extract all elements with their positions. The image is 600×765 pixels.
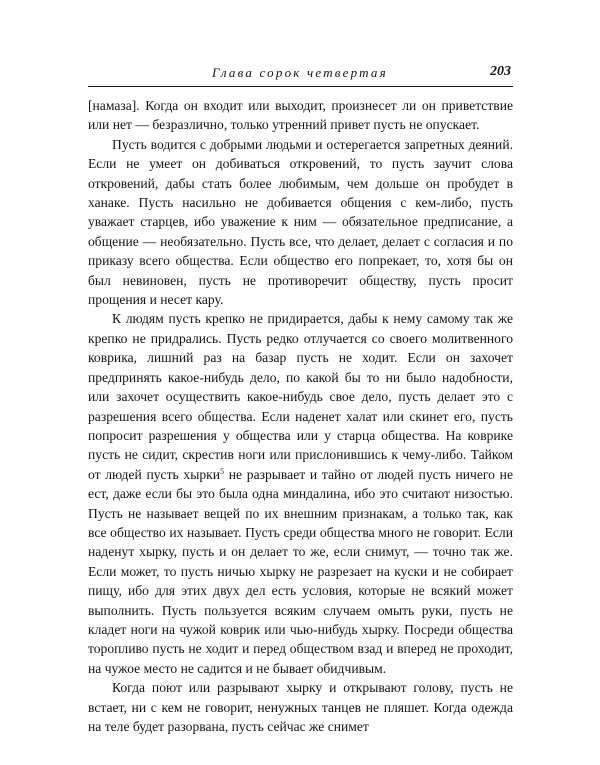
footnote-reference: 5 (220, 466, 225, 476)
paragraph-4: Когда поют или разрывают хырку и открывают голову, пусть не встает, ни с кем не говорит, ненужных танцев не пляшет. Когда одежда на теле будет разорвана, пусть сейчас же снимет (88, 680, 513, 734)
paragraph-3 (88, 309, 513, 678)
body-text (88, 96, 513, 736)
chapter-title: Глава сорок четвертая (212, 65, 388, 80)
paragraph-1: [намаза]. Когда он входит или выходит, произнесет ли он приветствие или нет — безразлично, только утренний привет пусть не опускает. (88, 98, 513, 133)
paragraph-3-text-end: не разрывает и тайно от людей пусть ничего не ест, даже если бы это была одна миндалина, ибо это считают низостью. Пусть не называет вещей по их внешним признакам, а только так, как все общество их называет. Пусть среди общества много не говорит. Если наденут хырку, пусть и он делает то же, если снимут, — точно так же. Если может, то пусть ничью хырку не разрезает на куски и не собирает пищу, ибо для этих двух дел есть условия, которые не всякий может выполнить. Пусть пользуется всяким случаем омыть руки, пусть не кладет ноги на чужой коврик или чью-нибудь хырку. Посреди общества торопливо пусть не ходит и перед обществом взад и вперед не проходит, на чужое место не садится и не бывает обидчивым. (88, 466, 513, 676)
paragraph-3-text-start: К людям пусть крепко не придирается, дабы к нему самому так же крепко не придрались. Пусть редко отлучается со своего молитвенного коврика, лишний раз на базар пусть не ходит. Если он захочет предпринять какое-нибудь дело, по какой бы то ни было надобности, или захочет осуществить какое-нибудь свое дело, пусть делает это с разрешения всего общества. Если наденет халат или скинет его, пусть попросит разрешения у общества или у старца общества. На коврике пусть не сидит, скрестив ноги или прислонившись к чему-либо. Тайком от людей пусть хырки (88, 311, 513, 482)
paragraph-2: Пусть водится с добрыми людьми и остерегается запретных деяний. Если не умеет он добиваться откровений, то пусть заучит слова откровений, дабы стать более любимым, чем дольше он пробудет в ханаке. Пусть насильно не добивается общения с кем-либо, пусть уважает старцев, ибо уважение к ним — обязательное предписание, а общение — необязательно. Пусть все, что делает, делает с согласия и по приказу всего общества. Если общество его попрекает, то, хотя бы он был невиновен, пусть не противоречит обществу, пусть просит прощения и несет кару. (88, 136, 513, 308)
running-header (88, 64, 513, 87)
page-number: 203 (490, 64, 511, 79)
